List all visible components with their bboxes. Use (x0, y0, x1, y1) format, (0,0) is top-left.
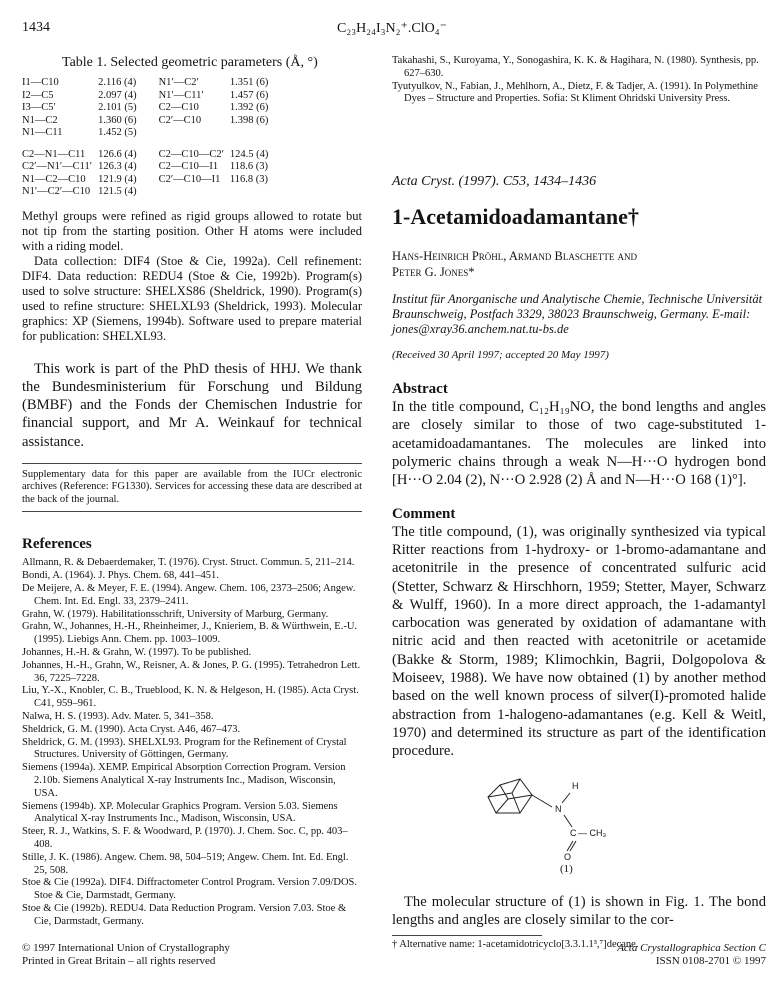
references-list (22, 557, 362, 928)
table-row (22, 161, 274, 174)
programs-paragraph: Data collection: DIF4 (Stoe & Cie, 1992a). Cell refinement: DIF4. Data reduction: REDU4 (Stoe & Cie, 1992b). Program(s) used to solve structure: SHELXS86 (Sheldrick, 1990). Program(s) used to refine structure: SHELXL93 (Sheldrick, 1993). Molecular graphics: XP (Siemens, 1994b). Software used to prepare material for publication: SHELXL93. (22, 253, 362, 343)
atom-pair-cell: C2′—C10 (158, 114, 202, 126)
value-cell: 1.351 (6) (229, 77, 269, 88)
reference-item: Grahn, W., Johannes, H.-H., Rheinheimer, J., Knieriem, B. & Würthwein, E.-U. (1995). Liebigs Ann. Chem. pp. 1003–1009. (22, 621, 358, 646)
value-cell: 121.5 (4) (98, 186, 137, 197)
atom-pair-cell: C2—N1—C11 (22, 148, 86, 160)
adamantane-cage-drawing (392, 771, 766, 871)
page-number: 1434 (22, 20, 50, 35)
reference-item: Grahn, W. (1979). Habilitationsschrift, University of Marburg, Germany. (22, 608, 329, 620)
structure-h: H (572, 780, 579, 791)
reference-item: Stoe & Cie (1992a). DIF4. Diffractometer Control Program. Version 7.09/DOS. Stoe & Cie, Darmstadt, Germany. (22, 877, 357, 902)
value-cell: 126.3 (4) (98, 161, 137, 172)
article-title: 1-Acetamidoadamantane† (392, 204, 639, 230)
table-row (22, 102, 274, 115)
journal-reference-text: Acta Cryst. (1997). C53, 1434–1436 (392, 174, 597, 190)
abstract-text: In the title compound, C₁₂H₁₉NO, the bond lengths and angles are closely similar to those of two cage-substituted 1-acetamidoadamantanes. The molecules are linked into polymeric chains through a weak N—H···O hydrogen bond [H···O 2.04 (2), N···O 2.928 (2) Å and N—H···O 168 (1)°]. (392, 399, 766, 489)
atom-pair-cell: N1—C11 (22, 127, 63, 138)
issn-line: ISSN 0108-2701 © 1997 (655, 955, 766, 967)
bond-angles-rows (22, 149, 274, 199)
printed-line: Printed in Great Britain – all rights reserved (22, 955, 216, 967)
atom-pair-cell: C2′—C10—I1 (158, 173, 221, 185)
value-cell: 1.398 (6) (229, 114, 269, 126)
reference-item: Stoe & Cie (1992b). REDU4. Data Reduction Program. Version 7.03. Stoe & Cie, Darmstadt, Germany. (22, 903, 347, 927)
reference-item: Johannes, H.-H. & Grahn, W. (1997). To be published. (22, 647, 252, 659)
value-cell: 124.5 (4) (229, 148, 269, 160)
reference-item: Johannes, H.-H., Grahn, W., Reisner, A. & Jones, P. G. (1995). Tetrahedron Lett. 36, 7225–7228. (22, 659, 361, 684)
value-cell: 2.097 (4) (98, 89, 137, 101)
value-cell: 116.8 (3) (229, 173, 269, 185)
journal-section: Acta Crystallographica Section C (617, 942, 766, 954)
atom-pair-cell: I2—C5 (22, 89, 54, 101)
abstract-heading: Abstract (392, 381, 448, 398)
value-cell: 126.6 (4) (98, 148, 137, 160)
authors-line: Hans-Heinrich Pröhl, Armand Blaschette and (392, 249, 637, 264)
left-column (22, 55, 362, 929)
atom-pair-cell: I3—C5′ (22, 102, 56, 113)
value-cell: 2.116 (4) (98, 77, 137, 88)
copyright-line: © 1997 International Union of Crystallography (22, 942, 230, 954)
authors-line: Peter G. Jones* (392, 265, 475, 280)
value-cell: 118.6 (3) (229, 161, 269, 172)
value-cell (230, 186, 275, 199)
reference-item: Siemens (1994b). XP. Molecular Graphics Program. Version 5.03. Siemens Analytical X-ray Instruments Inc., Madison, Wisconsin, USA. (22, 800, 338, 825)
atom-pair-cell: N1—C2 (22, 114, 58, 126)
divider (22, 511, 362, 512)
geometry-table (22, 77, 274, 199)
atom-pair-cell: N1′—C2′—C10 (22, 186, 91, 197)
footnote: † Alternative name: 1-acetamidotricyclo[3.3.1.1³,⁷]decane. (392, 939, 639, 951)
comment-text: The title compound, (1), was originally synthesized via typical Ritter reactions from 1-hydroxy- or 1-bromo-adamantane and acetonitrile in the presence of concentrated sulfuric acid (Stetter, Schwarz & Hirschhorn, 1959; Stetter, Mayer, Schwarz & Wulff, 1960). In a more direct approach, the 1-adamantyl carbocation was generated by oxidation of adamantane with nitric acid and then reacted with acetonitrile or acetamide (Bakke & Storm, 1989; Klimochkin, Bagrii, Dolgopolova & Moiseev, 1988). We have now obtained (1) by another method based on the well known process of silver(I)-promoted halide abstraction from 1-halogeno-adamantanes (e.g. Kell & Weitl, 1970) and determined its structure as part of the identification procedure. (392, 523, 766, 760)
affiliation: Institut für Anorganische und Analytische Chemie, Technische Universität Braunschweig, Postfach 3329, 38023 Braunschweig, Germany. E-mail: jones@xray36.anchem.nat.tu-bs.de (392, 292, 763, 337)
value-cell: 121.9 (4) (98, 173, 137, 185)
atom-pair-cell: N1′—C2′ (158, 77, 199, 88)
compound-label: (1) (560, 862, 573, 875)
reference-item: Stille, J. K. (1986). Angew. Chem. 98, 504–519; Angew. Chem. Int. Ed. Engl. 25, 508. (22, 851, 349, 876)
reference-item: Bondi, A. (1964). J. Phys. Chem. 68, 441–451. (22, 570, 219, 582)
table-caption: Table 1. Selected geometric parameters (Å, °) (62, 55, 318, 70)
received-dates: (Received 30 April 1997; accepted 20 May 1997) (392, 349, 609, 362)
reference-item: Steer, R. J., Watkins, S. F. & Woodward, P. (1970). J. Chem. Soc. C, pp. 403–408. (22, 826, 348, 851)
atom-pair-cell: C2—C10—I1 (158, 161, 219, 172)
reference-item: De Meijere, A. & Meyer, F. E. (1994). Angew. Chem. 106, 2373–2506; Angew. Chem. Int. Ed. Engl. 33, 2379–2411. (22, 583, 356, 607)
structure-o: O (564, 851, 572, 862)
atom-pair-cell: C2—C10 (158, 102, 199, 113)
atom-pair-cell: C2—C10—C2′ (158, 148, 224, 160)
reference-item: Liu, Y.-X., Knobler, C. B., Trueblood, K. N. & Helgeson, H. (1985). Acta Cryst. C41, 959–961. (22, 685, 359, 710)
table-row (22, 149, 274, 162)
right-column (392, 55, 766, 952)
reference-item: Nalwa, H. S. (1993). Adv. Mater. 5, 341–358. (22, 711, 214, 723)
atom-pair-cell (159, 127, 230, 140)
atom-pair-cell: N1′—C11′ (158, 89, 204, 101)
atom-pair-cell: I1—C10 (22, 77, 59, 88)
table-row (22, 186, 274, 199)
structure-n: N (555, 803, 562, 814)
reference-item: Takahashi, S., Kuroyama, Y., Sonogashira, K. K. & Hagihara, N. (1980). Synthesis, pp. 627–630. (392, 55, 759, 79)
comment-continued: The molecular structure of (1) is shown in Fig. 1. The bond lengths and angles are closely similar to the cor- (392, 893, 766, 928)
reference-item: Sheldrick, G. M. (1993). SHELXL93. Program for the Refinement of Crystal Structures. University of Göttingen, Germany. (22, 736, 347, 761)
journal-reference (392, 174, 766, 190)
supplementary-note: Supplementary data for this paper are available from the IUCr electronic archives (Reference: FG1330). Services for accessing these data are described at the back of the journal. (22, 468, 362, 505)
value-cell: 1.457 (6) (229, 89, 269, 101)
references-heading: References (22, 536, 92, 553)
value-cell: 2.101 (5) (98, 102, 137, 113)
bond-lengths-rows (22, 77, 274, 140)
reference-item: Sheldrick, G. M. (1990). Acta Cryst. A46, 467–473. (22, 723, 241, 735)
atom-pair-cell: C2′—N1′—C11′ (22, 161, 93, 172)
value-cell: 1.360 (6) (98, 114, 137, 126)
structure-ch3: — CH₃ (578, 827, 607, 838)
structure-c: C (570, 827, 577, 838)
table-row (22, 115, 274, 128)
value-cell (230, 127, 275, 140)
value-cell: 1.392 (6) (229, 102, 269, 113)
table-row (22, 127, 274, 140)
comment-heading: Comment (392, 505, 456, 522)
footer-right (392, 942, 766, 968)
atom-pair-cell: N1—C2—C10 (22, 173, 86, 185)
acknowledgements: This work is part of the PhD thesis of HHJ. We thank the Bundesministerium für Forschung und Bildung (BMBF) and the Fonds der Chemischen Industrie for financial support, and Mr A. Weinkauf for technical assistance. (22, 360, 362, 450)
atom-pair-cell (159, 186, 230, 199)
reference-item: Allmann, R. & Debaerdemaker, T. (1976). Cryst. Struct. Commun. 5, 211–214. (22, 557, 355, 569)
references-list-continued (392, 55, 766, 106)
table-row (22, 77, 274, 90)
authors (392, 248, 766, 280)
reference-item: Siemens (1994a). XEMP. Empirical Absorption Correction Program. Version 2.10b. Siemens Analytical X-ray Instruments Inc., Madison, Wisconsin, USA. (22, 762, 346, 799)
reference-item: Tyutyulkov, N., Fabian, J., Mehlhorn, A., Dietz, F. & Tadjer, A. (1991). In Polymethine Dyes – Structure and Properties. Sofia: St Kliment Ohridski University Press. (392, 80, 758, 105)
methods-paragraph: Methyl groups were refined as rigid groups allowed to rotate but not tip from the starting position. Other H atoms were included with a riding model. (22, 208, 362, 253)
value-cell: 1.452 (5) (98, 127, 137, 138)
footer-left (22, 942, 230, 968)
table-row (22, 174, 274, 187)
running-head: C₂₃H₂₄I₃N₂⁺.ClO₄⁻ (336, 21, 447, 36)
table-row (22, 90, 274, 103)
structure-diagram (392, 771, 766, 875)
